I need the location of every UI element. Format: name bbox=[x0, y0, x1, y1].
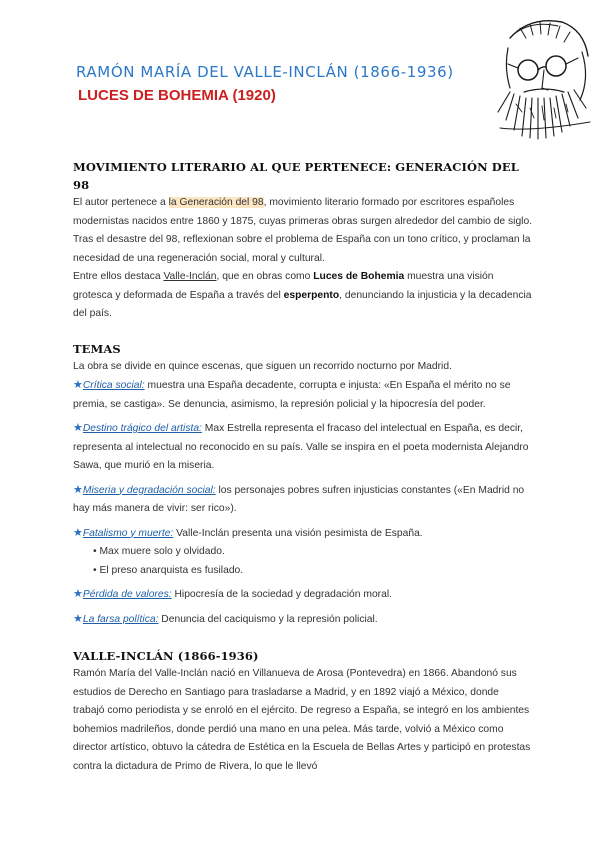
star-icon: ★ bbox=[73, 422, 83, 434]
tema-item: ★Miseria y degradación social: los personajes pobres sufren injusticias constantes («En Madrid no hay más manera de vivir: ser rico»). bbox=[73, 483, 525, 514]
page-title: RAMÓN MARÍA DEL VALLE-INCLÁN (1866-1936) bbox=[76, 63, 454, 81]
tema-item: ★Crítica social: muestra una España decadente, corrupta e injusta: «En España el mérito no se premia, se castiga». Se denuncia, asimismo, la represión policial y la hipocresía del poder. bbox=[73, 379, 511, 410]
star-icon: ★ bbox=[73, 588, 83, 600]
bio-paragraph: Ramón María del Valle-Inclán nació en Villanueva de Arosa (Pontevedra) en 1866. Abandonó sus estudios de Derecho en Santiago para trasladarse a Madrid, y en 1892 viajó a México, donde trabajó como periodista y se enroló en el ejército. De regreso a España, se integró en los ambientes bohemios madrileños, donde perdió una mano en una pelea. Más tarde, volvió a México como director artístico, obtuvo la cátedra de Estética en la Escuela de Bellas Artes y participó en protestas contra la dictadura de Primo de Rivera, lo que le llevó bbox=[73, 668, 531, 772]
document-body bbox=[73, 158, 533, 776]
page-subtitle: LUCES DE BOHEMIA (1920) bbox=[78, 87, 276, 104]
movimiento-paragraph-1: El autor pertenece a la Generación del 98, movimiento literario formado por escritores españoles modernistas nacidos entre 1860 y 1875, cuyas primeras obras surgen alrededor del cambio de siglo. Tras el desastre del 98, reflexionan sobre el problema de España con un tono crítico, y proclaman la necesidad de una regeneración social, moral y cultural. bbox=[73, 197, 533, 264]
bullet-list bbox=[73, 543, 533, 580]
section-heading-temas: TEMAS bbox=[73, 341, 121, 356]
tema-item: ★Pérdida de valores: Hipocresía de la sociedad y degradación moral. bbox=[73, 588, 392, 600]
section-heading-movimiento: MOVIMIENTO LITERARIO AL QUE PERTENECE: GENERACIÓN DEL 98 bbox=[73, 160, 519, 192]
star-icon: ★ bbox=[73, 379, 83, 391]
star-icon: ★ bbox=[73, 612, 83, 625]
author-portrait-sketch bbox=[470, 8, 596, 140]
tema-item: ★Destino trágico del artista: Max Estrella representa el fracaso del intelectual en España, es decir, representa al intelectual no reconocido en su país. Valle se inspira en el poeta modernista Alejandro Sawa, que murió en la miseria. bbox=[73, 422, 529, 471]
tema-label: Miseria y degradación social: bbox=[82, 484, 216, 496]
tema-item: ★La farsa política: Denuncia del caciquismo y la represión policial. bbox=[73, 612, 378, 625]
tema-label: La farsa política: bbox=[82, 613, 159, 625]
tema-label: Destino trágico del artista: bbox=[82, 423, 202, 434]
tema-label: Fatalismo y muerte: bbox=[82, 527, 174, 539]
movimiento-paragraph-2: Entre ellos destaca Valle-Inclán, que en obras como Luces de Bohemia muestra una visión grotesca y deformada de España a través del esperpento, denunciando la injusticia y la decadencia del país. bbox=[73, 271, 532, 319]
tema-item: ★Fatalismo y muerte: Valle-Inclán presenta una visión pesimista de España. bbox=[73, 526, 423, 539]
tema-label: Pérdida de valores: bbox=[82, 589, 172, 600]
section-heading-bio: VALLE-INCLÁN (1866-1936) bbox=[73, 649, 259, 663]
star-icon: ★ bbox=[73, 526, 83, 539]
star-icon: ★ bbox=[73, 483, 83, 496]
temas-intro: La obra se divide en quince escenas, que siguen un recorrido nocturno por Madrid. bbox=[73, 360, 452, 372]
tema-label: Crítica social: bbox=[82, 380, 145, 391]
list-item: • El preso anarquista es fusilado. bbox=[73, 562, 533, 581]
list-item: • Max muere solo y olvidado. bbox=[73, 543, 533, 562]
highlighted-term: la Generación del 98 bbox=[168, 197, 264, 208]
